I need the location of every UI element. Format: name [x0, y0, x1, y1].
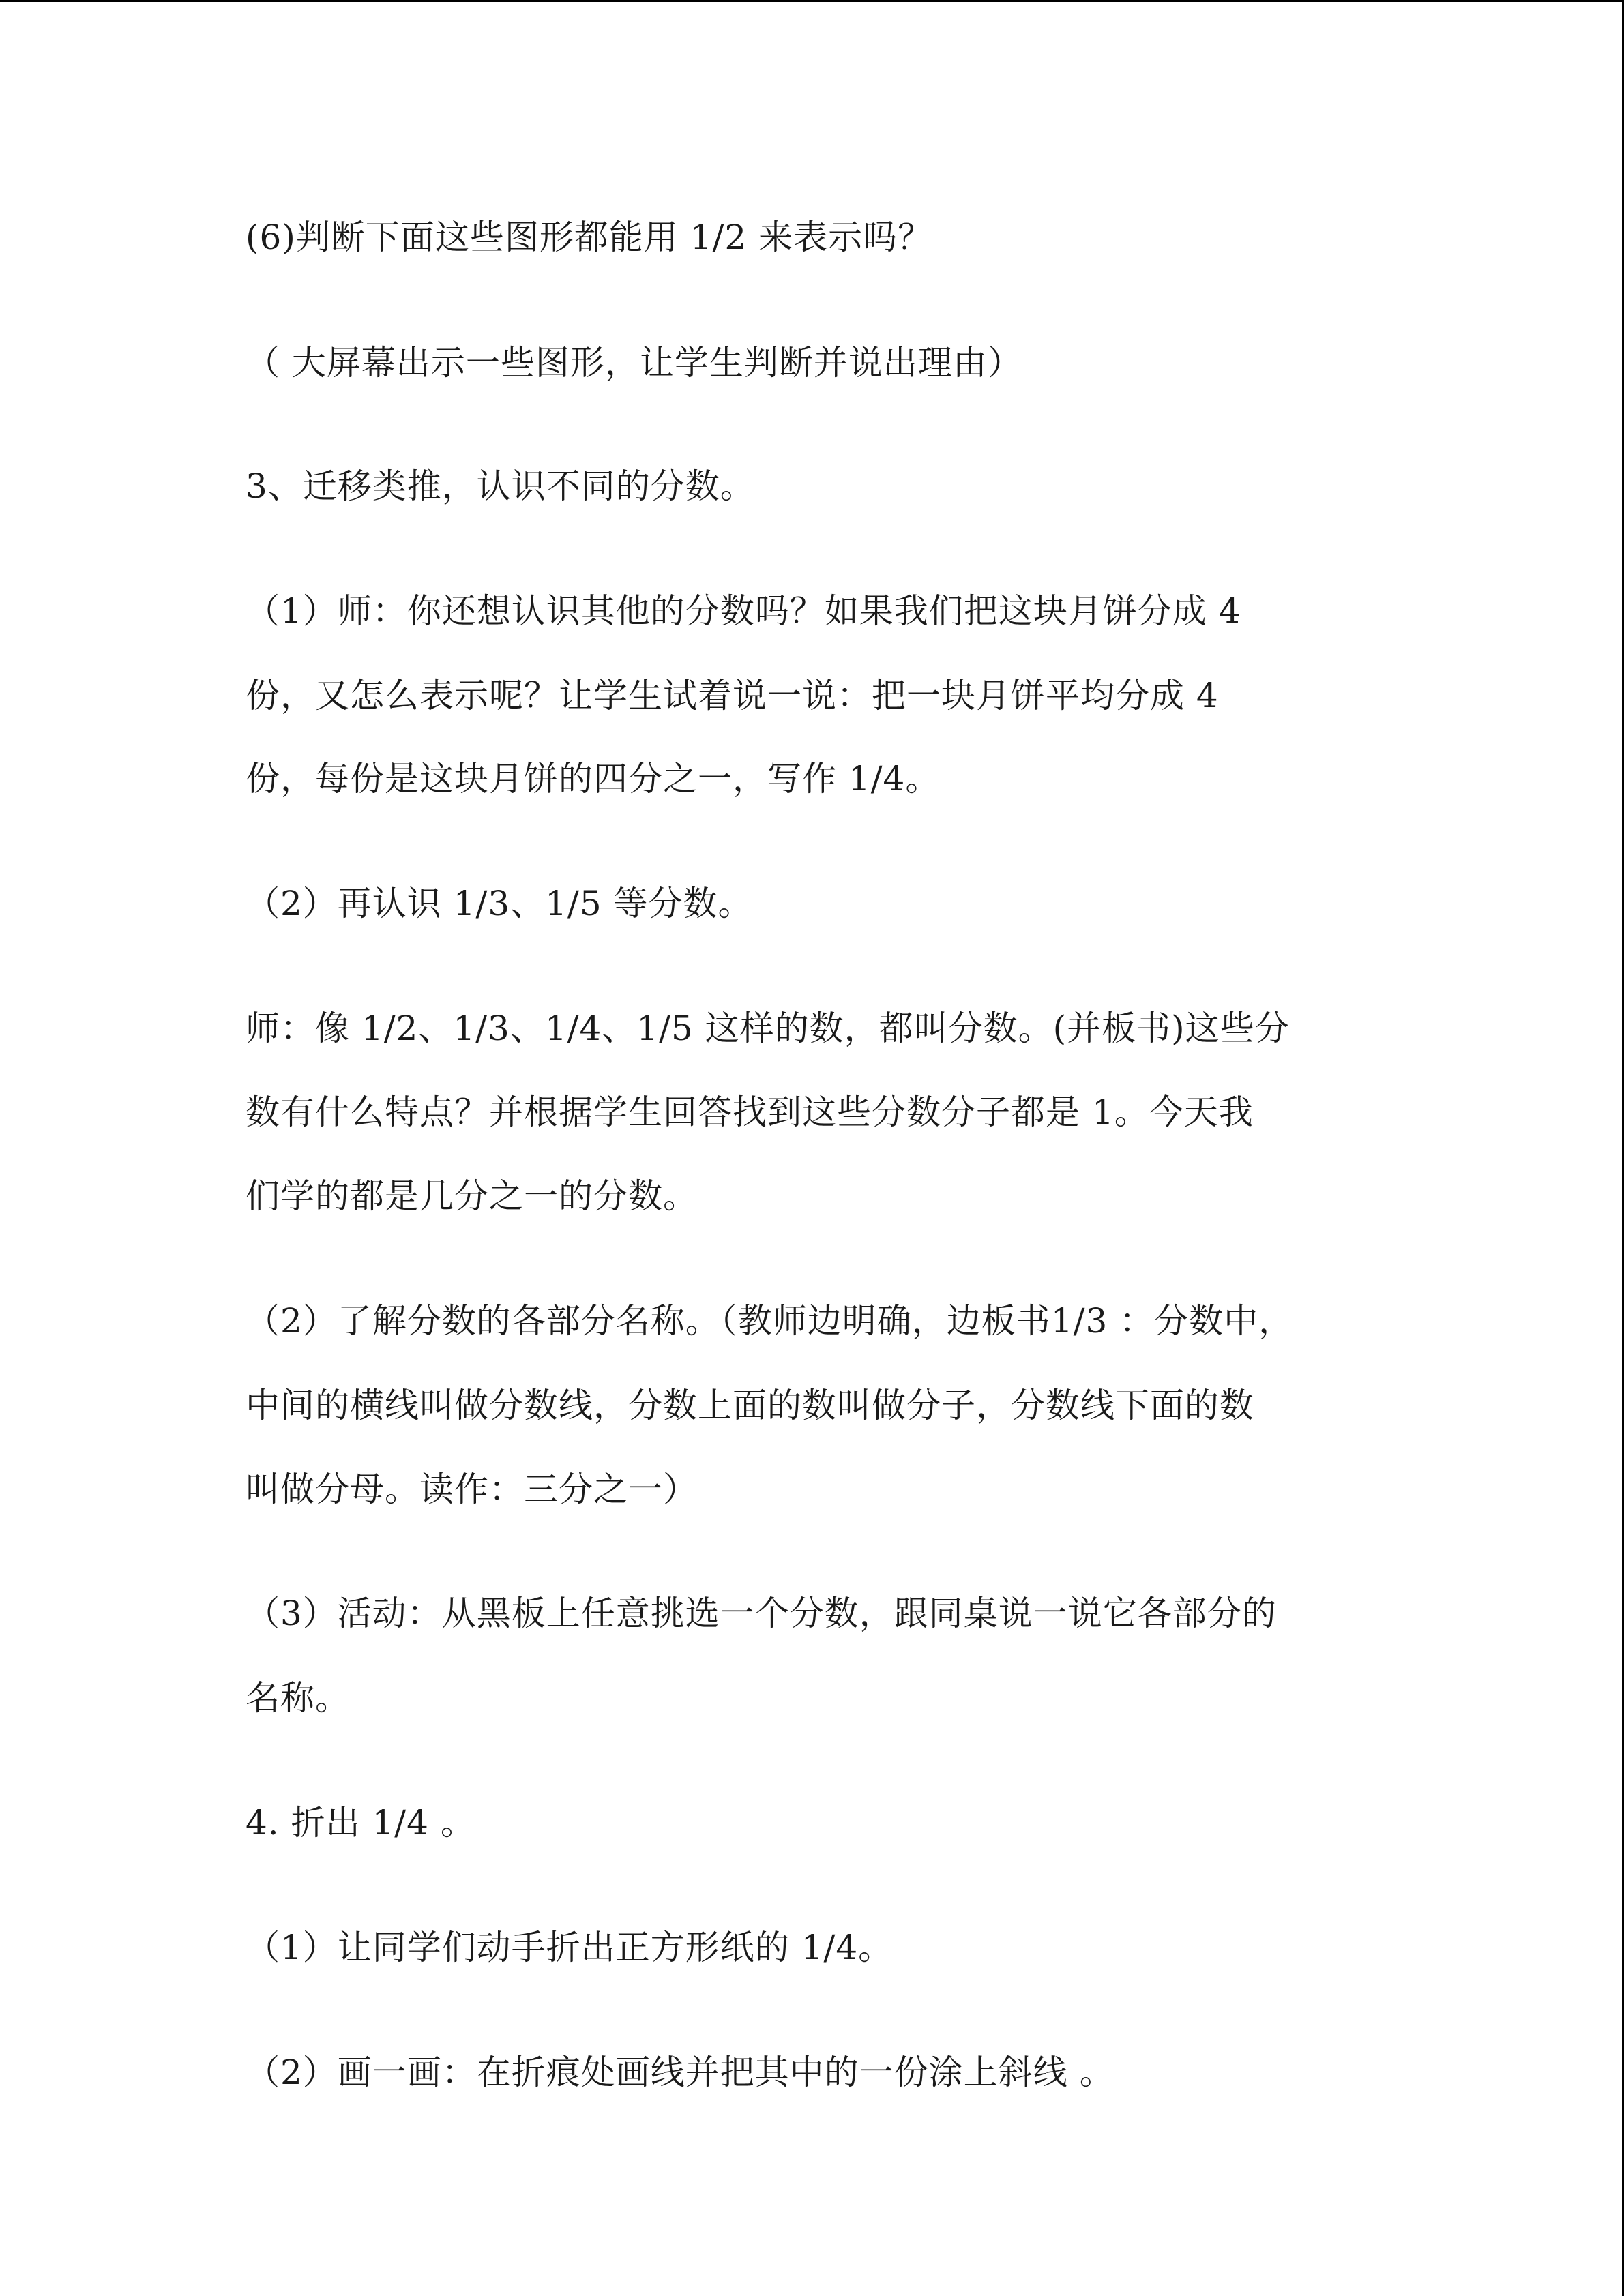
text-line: （2）再认识 1/3、1/5 等分数。 [246, 884, 753, 923]
text-line: （ 大屏幕出示一些图形，让学生判断并说出理由） [246, 343, 1022, 383]
text-line: 份，又怎么表示呢？让学生试着说一说：把一块月饼平均分成 4 [246, 676, 1219, 715]
section-heading: 3、迁移类推，认识不同的分数。 [246, 466, 755, 506]
text-line: 叫做分母。读作：三分之一） [246, 1470, 698, 1509]
text-line: （2）画一画：在折痕处画线并把其中的一份涂上斜线 。 [246, 2053, 1114, 2092]
section-heading: 4. 折出 1/4 。 [246, 1803, 475, 1843]
text-line: （1）让同学们动手折出正方形纸的 1/4。 [246, 1928, 894, 1967]
text-line: 中间的横线叫做分数线，分数上面的数叫做分子，分数线下面的数 [246, 1386, 1254, 1425]
text-line: 数有什么特点？并根据学生回答找到这些分数分子都是 1。今天我 [246, 1092, 1254, 1132]
text-line: (6)判断下面这些图形都能用 1/2 来表示吗？ [246, 218, 933, 257]
text-line: 名称。 [246, 1678, 350, 1718]
page-border-top [0, 0, 1624, 2]
text-line: （2）了解分数的各部分名称。（教师边明确，边板书1/3 ：分数中， [246, 1301, 1294, 1341]
text-line: （1）师：你还想认识其他的分数吗？如果我们把这块月饼分成 4 [246, 591, 1241, 631]
text-line: 师：像 1/2、1/3、1/4、1/5 这样的数，都叫分数。(并板书)这些分 [246, 1009, 1290, 1048]
text-line: 份，每份是这块月饼的四分之一，写作 1/4。 [246, 759, 941, 799]
text-line: 们学的都是几分之一的分数。 [246, 1176, 698, 1216]
text-line: （3）活动：从黑板上任意挑选一个分数，跟同桌说一说它各部分的 [246, 1594, 1277, 1633]
